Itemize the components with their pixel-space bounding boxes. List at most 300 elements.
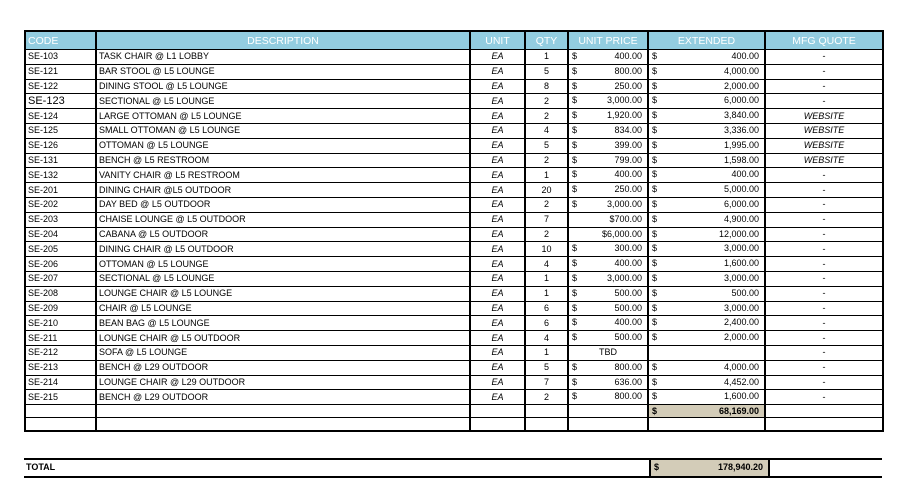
cell-code[interactable]: SE-123 (25, 94, 96, 109)
cell-mfg-quote[interactable]: - (765, 316, 883, 331)
cell-unit-price[interactable] (568, 123, 648, 138)
cell-mfg-quote[interactable]: - (765, 390, 883, 405)
cell-unit[interactable]: EA (470, 50, 525, 65)
cell-unit-price[interactable] (568, 197, 648, 212)
cell-code[interactable]: SE-122 (25, 79, 96, 94)
currency-symbol: $ (652, 184, 658, 195)
currency-symbol: $ (654, 462, 660, 472)
cell-description[interactable]: DINING CHAIR @ L5 OUTDOOR (96, 242, 470, 257)
cell-unit[interactable]: EA (470, 375, 525, 390)
unit-price-value: 400.00 (614, 317, 642, 328)
extended-value: 2,000.00 (723, 332, 759, 343)
currency-symbol: $ (652, 332, 658, 343)
cell-code[interactable]: SE-207 (25, 271, 96, 286)
cell-unit-price[interactable] (568, 64, 648, 79)
cell-description[interactable]: LOUNGE CHAIR @ L5 OUTDOOR (96, 331, 470, 346)
header-mfg-quote[interactable]: MFG QUOTE (765, 31, 883, 50)
cell-qty[interactable]: 2 (525, 197, 568, 212)
cell-code[interactable]: SE-210 (25, 316, 96, 331)
unit-price-value: 250.00 (614, 184, 642, 195)
extended-value: 6,000.00 (723, 95, 759, 106)
currency-symbol: $ (652, 169, 658, 180)
empty-cell[interactable] (470, 405, 525, 418)
cell-extended[interactable] (648, 94, 765, 109)
cell-code[interactable]: SE-204 (25, 227, 96, 242)
currency-symbol: $ (572, 287, 578, 298)
cell-mfg-quote[interactable]: - (765, 197, 883, 212)
cell-qty[interactable]: 7 (525, 375, 568, 390)
cell-qty[interactable]: 4 (525, 123, 568, 138)
currency-symbol: $ (572, 65, 578, 76)
cell-qty[interactable]: 1 (525, 50, 568, 65)
cell-code[interactable]: SE-202 (25, 197, 96, 212)
cell-description[interactable]: TASK CHAIR @ L1 LOBBY (96, 50, 470, 65)
currency-symbol: $ (652, 391, 658, 402)
table-row (25, 183, 883, 198)
empty-cell[interactable] (25, 418, 96, 432)
cell-description[interactable]: BENCH @ L29 OUTDOOR (96, 390, 470, 405)
cell-unit[interactable]: EA (470, 257, 525, 272)
cell-extended[interactable] (648, 271, 765, 286)
extended-value: 3,336.00 (723, 124, 759, 135)
currency-symbol: $ (652, 80, 658, 91)
empty-cell[interactable] (25, 405, 96, 418)
cell-qty[interactable]: 1 (525, 345, 568, 360)
cell-unit-price[interactable] (568, 183, 648, 198)
cell-unit-price[interactable] (568, 212, 648, 227)
cell-qty[interactable]: 1 (525, 271, 568, 286)
cell-qty[interactable]: 20 (525, 183, 568, 198)
cell-extended[interactable] (648, 257, 765, 272)
cell-unit-price[interactable] (568, 301, 648, 316)
cell-extended[interactable] (648, 79, 765, 94)
unit-price-value: $6,000.00 (601, 228, 642, 239)
cell-code[interactable]: SE-209 (25, 301, 96, 316)
cell-description[interactable]: LOUNGE CHAIR @ L5 LOUNGE (96, 286, 470, 301)
cell-code[interactable]: SE-212 (25, 345, 96, 360)
cell-code[interactable]: SE-214 (25, 375, 96, 390)
cell-code[interactable]: SE-208 (25, 286, 96, 301)
cell-extended[interactable] (648, 197, 765, 212)
cell-mfg-quote[interactable]: - (765, 183, 883, 198)
currency-symbol: $ (652, 272, 658, 283)
cell-description[interactable]: OTTOMAN @ L5 LOUNGE (96, 257, 470, 272)
table-row (25, 375, 883, 390)
cell-extended[interactable] (648, 212, 765, 227)
extended-value: 1,598.00 (723, 154, 759, 165)
cell-qty[interactable]: 2 (525, 109, 568, 124)
cell-unit[interactable]: EA (470, 271, 525, 286)
extended-value: 5,000.00 (723, 184, 759, 195)
header-description[interactable]: DESCRIPTION (96, 31, 470, 50)
cell-unit[interactable]: EA (470, 227, 525, 242)
cell-unit[interactable]: EA (470, 64, 525, 79)
currency-symbol: $ (652, 139, 658, 150)
cell-code[interactable]: SE-205 (25, 242, 96, 257)
cell-description[interactable]: DAY BED @ L5 OUTDOOR (96, 197, 470, 212)
cell-qty[interactable]: 5 (525, 138, 568, 153)
cell-code[interactable]: SE-201 (25, 183, 96, 198)
cell-code[interactable]: SE-125 (25, 123, 96, 138)
cell-qty[interactable]: 1 (525, 286, 568, 301)
table-row (25, 301, 883, 316)
cell-extended[interactable] (648, 153, 765, 168)
cell-unit-price[interactable] (568, 271, 648, 286)
extended-value: 3,000.00 (723, 302, 759, 313)
cell-mfg-quote[interactable]: - (765, 345, 883, 360)
cell-unit-price[interactable] (568, 375, 648, 390)
cell-unit[interactable]: EA (470, 212, 525, 227)
extended-value: 1,600.00 (723, 391, 759, 402)
cell-unit[interactable]: EA (470, 390, 525, 405)
unit-price-value: 800.00 (614, 65, 642, 76)
currency-symbol: $ (572, 139, 578, 150)
cell-mfg-quote[interactable]: - (765, 375, 883, 390)
cell-mfg-quote[interactable]: - (765, 168, 883, 183)
cell-mfg-quote[interactable]: - (765, 257, 883, 272)
extended-value: 3,000.00 (723, 243, 759, 254)
cell-qty[interactable]: 4 (525, 331, 568, 346)
header-qty[interactable]: QTY (525, 31, 568, 50)
cell-description[interactable]: VANITY CHAIR @ L5 RESTROOM (96, 168, 470, 183)
table-row (25, 153, 883, 168)
currency-symbol: $ (652, 228, 658, 239)
cell-unit-price[interactable] (568, 286, 648, 301)
cell-qty[interactable]: 2 (525, 227, 568, 242)
empty-cell[interactable] (765, 405, 883, 418)
currency-symbol: $ (572, 243, 578, 254)
cell-extended[interactable] (648, 301, 765, 316)
cell-unit-price[interactable] (568, 153, 648, 168)
cell-description[interactable]: CHAISE LOUNGE @ L5 OUTDOOR (96, 212, 470, 227)
cell-unit[interactable]: EA (470, 109, 525, 124)
cell-code[interactable]: SE-126 (25, 138, 96, 153)
cell-qty[interactable]: 2 (525, 94, 568, 109)
extended-value: 500.00 (731, 287, 759, 298)
cell-extended[interactable] (648, 138, 765, 153)
cell-code[interactable]: SE-132 (25, 168, 96, 183)
subtotal-cell[interactable] (648, 405, 765, 418)
cell-extended[interactable] (648, 242, 765, 257)
unit-price-value: 400.00 (614, 258, 642, 269)
unit-price-value: 636.00 (614, 376, 642, 387)
cell-description[interactable]: BAR STOOL @ L5 LOUNGE (96, 64, 470, 79)
extended-value: 3,840.00 (723, 110, 759, 121)
cell-code[interactable]: SE-213 (25, 360, 96, 375)
subtotal-value: 68,169.00 (718, 406, 759, 417)
extended-value: 1,995.00 (723, 139, 759, 150)
table-row (25, 316, 883, 331)
cell-mfg-quote[interactable]: WEBSITE (765, 123, 883, 138)
unit-price-value: $700.00 (609, 214, 642, 225)
cell-qty[interactable]: 6 (525, 301, 568, 316)
cell-unit-price[interactable] (568, 390, 648, 405)
cell-unit[interactable]: EA (470, 153, 525, 168)
unit-price-value: 500.00 (614, 302, 642, 313)
cell-description[interactable]: SOFA @ L5 LOUNGE (96, 345, 470, 360)
cell-code[interactable]: SE-206 (25, 257, 96, 272)
cell-unit-price[interactable] (568, 316, 648, 331)
currency-symbol: $ (572, 391, 578, 402)
cell-extended[interactable] (648, 375, 765, 390)
total-cell[interactable] (649, 460, 770, 476)
unit-price-value: 3,000.00 (606, 95, 642, 106)
currency-symbol: $ (652, 317, 658, 328)
unit-price-value: 400.00 (614, 169, 642, 180)
cell-qty[interactable]: 4 (525, 257, 568, 272)
unit-price-value: 500.00 (614, 287, 642, 298)
cell-qty[interactable]: 1 (525, 168, 568, 183)
cell-unit[interactable]: EA (470, 183, 525, 198)
total-row (24, 458, 882, 478)
currency-symbol: $ (652, 198, 658, 209)
extended-value: 4,000.00 (723, 361, 759, 372)
currency-symbol: $ (572, 361, 578, 372)
total-label[interactable]: TOTAL (26, 462, 56, 472)
cell-description[interactable]: DINING STOOL @ L5 LOUNGE (96, 79, 470, 94)
table-row (25, 390, 883, 405)
cell-qty[interactable]: 5 (525, 64, 568, 79)
cell-extended[interactable] (648, 390, 765, 405)
cell-code[interactable]: SE-121 (25, 64, 96, 79)
cell-mfg-quote[interactable]: - (765, 242, 883, 257)
currency-symbol: $ (572, 317, 578, 328)
cell-extended[interactable] (648, 227, 765, 242)
table-row (25, 79, 883, 94)
currency-symbol: $ (572, 169, 578, 180)
cell-extended[interactable] (648, 316, 765, 331)
unit-price-value: 3,000.00 (606, 272, 642, 283)
table-row (25, 271, 883, 286)
unit-price-value: 3,000.00 (606, 198, 642, 209)
cell-mfg-quote[interactable]: - (765, 331, 883, 346)
cell-unit[interactable]: EA (470, 286, 525, 301)
cell-qty[interactable]: 7 (525, 212, 568, 227)
cell-unit[interactable]: EA (470, 345, 525, 360)
cell-qty[interactable]: 10 (525, 242, 568, 257)
cell-unit-price[interactable] (568, 360, 648, 375)
table-row (25, 345, 883, 360)
cell-description[interactable]: DINING CHAIR @L5 OUTDOOR (96, 183, 470, 198)
currency-symbol: $ (652, 287, 658, 298)
cell-mfg-quote[interactable]: - (765, 301, 883, 316)
extended-value: 2,400.00 (723, 317, 759, 328)
cell-mfg-quote[interactable]: - (765, 64, 883, 79)
cell-qty[interactable]: 2 (525, 390, 568, 405)
currency-symbol: $ (572, 272, 578, 283)
extended-value: 12,000.00 (718, 228, 759, 239)
cell-unit-price[interactable] (568, 227, 648, 242)
cell-code[interactable]: SE-211 (25, 331, 96, 346)
currency-symbol: $ (652, 243, 658, 254)
table-row (25, 331, 883, 346)
table-row (25, 94, 883, 109)
cell-description[interactable]: SECTIONAL @ L5 LOUNGE (96, 271, 470, 286)
cell-extended[interactable] (648, 331, 765, 346)
cell-description[interactable]: CABANA @ L5 OUTDOOR (96, 227, 470, 242)
cell-mfg-quote[interactable]: - (765, 79, 883, 94)
cell-extended[interactable] (648, 183, 765, 198)
cell-mfg-quote[interactable]: WEBSITE (765, 153, 883, 168)
cell-unit-price[interactable] (568, 109, 648, 124)
empty-cell[interactable] (470, 418, 525, 432)
cell-extended[interactable] (648, 345, 765, 360)
cell-mfg-quote[interactable]: - (765, 50, 883, 65)
cell-extended[interactable] (648, 123, 765, 138)
cell-mfg-quote[interactable]: - (765, 286, 883, 301)
header-extended[interactable]: EXTENDED (648, 31, 765, 50)
cell-extended[interactable] (648, 50, 765, 65)
unit-price-value: 800.00 (614, 391, 642, 402)
header-row (25, 31, 883, 50)
cell-mfg-quote[interactable]: - (765, 360, 883, 375)
table-row (25, 197, 883, 212)
empty-cell[interactable] (96, 405, 470, 418)
cell-qty[interactable]: 6 (525, 316, 568, 331)
cell-unit[interactable]: EA (470, 197, 525, 212)
extended-value: 6,000.00 (723, 198, 759, 209)
currency-symbol: $ (652, 302, 658, 313)
unit-price-value: 834.00 (614, 124, 642, 135)
extended-value: 4,452.00 (723, 376, 759, 387)
cell-unit[interactable]: EA (470, 242, 525, 257)
cell-mfg-quote[interactable]: - (765, 271, 883, 286)
cell-extended[interactable] (648, 360, 765, 375)
currency-symbol: $ (572, 302, 578, 313)
currency-symbol: $ (572, 258, 578, 269)
header-code[interactable]: CODE (25, 31, 96, 50)
currency-symbol: $ (652, 65, 658, 76)
extended-value: 3,000.00 (723, 272, 759, 283)
cell-unit-price[interactable] (568, 331, 648, 346)
table-row (25, 286, 883, 301)
currency-symbol: $ (572, 51, 578, 61)
cell-description[interactable]: SMALL OTTOMAN @ L5 LOUNGE (96, 123, 470, 138)
cell-extended[interactable] (648, 286, 765, 301)
table-row (25, 212, 883, 227)
cell-unit[interactable]: EA (470, 360, 525, 375)
unit-price-value: 500.00 (614, 332, 642, 343)
cell-unit[interactable]: EA (470, 138, 525, 153)
cell-mfg-quote[interactable]: - (765, 94, 883, 109)
currency-symbol: $ (572, 95, 578, 106)
header-unit[interactable]: UNIT (470, 31, 525, 50)
cell-description[interactable]: LOUNGE CHAIR @ L29 OUTDOOR (96, 375, 470, 390)
schedule-table (24, 30, 884, 432)
extended-value: 400.00 (731, 169, 759, 180)
cell-unit[interactable]: EA (470, 331, 525, 346)
table-row (25, 242, 883, 257)
currency-symbol: $ (572, 110, 578, 121)
currency-symbol: $ (652, 376, 658, 387)
empty-cell[interactable] (648, 418, 765, 432)
cell-qty[interactable]: 5 (525, 360, 568, 375)
empty-cell[interactable] (525, 405, 568, 418)
unit-price-value: 250.00 (614, 80, 642, 91)
currency-symbol: $ (572, 184, 578, 195)
cell-unit-price[interactable] (568, 168, 648, 183)
cell-mfg-quote[interactable]: WEBSITE (765, 138, 883, 153)
currency-symbol: $ (572, 332, 578, 343)
cell-code[interactable]: SE-203 (25, 212, 96, 227)
empty-cell[interactable] (568, 405, 648, 418)
currency-symbol: $ (572, 198, 578, 209)
cell-unit[interactable]: EA (470, 168, 525, 183)
empty-cell[interactable] (96, 418, 470, 432)
table-row (25, 360, 883, 375)
currency-symbol: $ (652, 213, 658, 224)
empty-cell[interactable] (568, 418, 648, 432)
cell-mfg-quote[interactable]: - (765, 227, 883, 242)
cell-unit[interactable]: EA (470, 301, 525, 316)
extended-value: 400.00 (731, 51, 759, 61)
table-row (25, 64, 883, 79)
cell-unit-price[interactable] (568, 242, 648, 257)
cell-unit[interactable]: EA (470, 79, 525, 94)
unit-price-value: 300.00 (614, 243, 642, 254)
table-row (25, 109, 883, 124)
cell-unit-price[interactable] (568, 50, 648, 65)
currency-symbol: $ (652, 51, 658, 61)
unit-price-value: 799.00 (614, 154, 642, 165)
cell-unit[interactable]: EA (470, 316, 525, 331)
header-unit-price[interactable]: UNIT PRICE (568, 31, 648, 50)
cell-unit-price[interactable] (568, 138, 648, 153)
cell-mfg-quote[interactable]: WEBSITE (765, 109, 883, 124)
currency-symbol: $ (652, 258, 658, 269)
empty-cell[interactable] (765, 418, 883, 432)
cell-extended[interactable] (648, 64, 765, 79)
extended-value: 1,600.00 (723, 258, 759, 269)
cell-extended[interactable] (648, 168, 765, 183)
cell-code[interactable]: SE-103 (25, 50, 96, 65)
cell-code[interactable]: SE-124 (25, 109, 96, 124)
cell-unit-price[interactable] (568, 94, 648, 109)
cell-description[interactable]: BENCH @ L29 OUTDOOR (96, 360, 470, 375)
table-row (25, 227, 883, 242)
cell-unit-price[interactable] (568, 257, 648, 272)
cell-unit[interactable]: EA (470, 94, 525, 109)
cell-unit-price[interactable] (568, 345, 648, 360)
cell-description[interactable]: BEAN BAG @ L5 LOUNGE (96, 316, 470, 331)
cell-description[interactable]: OTTOMAN @ L5 LOUNGE (96, 138, 470, 153)
cell-description[interactable]: CHAIR @ L5 LOUNGE (96, 301, 470, 316)
cell-mfg-quote[interactable]: - (765, 212, 883, 227)
table-row (25, 123, 883, 138)
cell-code[interactable]: SE-215 (25, 390, 96, 405)
unit-price-value: 400.00 (614, 51, 642, 61)
cell-unit-price[interactable] (568, 79, 648, 94)
cell-description[interactable]: SECTIONAL @ L5 LOUNGE (96, 94, 470, 109)
currency-symbol: $ (652, 95, 658, 106)
empty-cell[interactable] (525, 418, 568, 432)
cell-description[interactable]: LARGE OTTOMAN @ L5 LOUNGE (96, 109, 470, 124)
currency-symbol: $ (652, 110, 658, 121)
cell-extended[interactable] (648, 109, 765, 124)
currency-symbol: $ (652, 406, 658, 417)
currency-symbol: $ (572, 376, 578, 387)
unit-price-value: 800.00 (614, 361, 642, 372)
currency-symbol: $ (572, 80, 578, 91)
cell-description[interactable]: BENCH @ L5 RESTROOM (96, 153, 470, 168)
unit-price-value: 399.00 (614, 139, 642, 150)
cell-qty[interactable]: 2 (525, 153, 568, 168)
cell-qty[interactable]: 8 (525, 79, 568, 94)
cell-unit[interactable]: EA (470, 123, 525, 138)
unit-price-value: TBD (599, 347, 617, 358)
table-row (25, 168, 883, 183)
cell-code[interactable]: SE-131 (25, 153, 96, 168)
